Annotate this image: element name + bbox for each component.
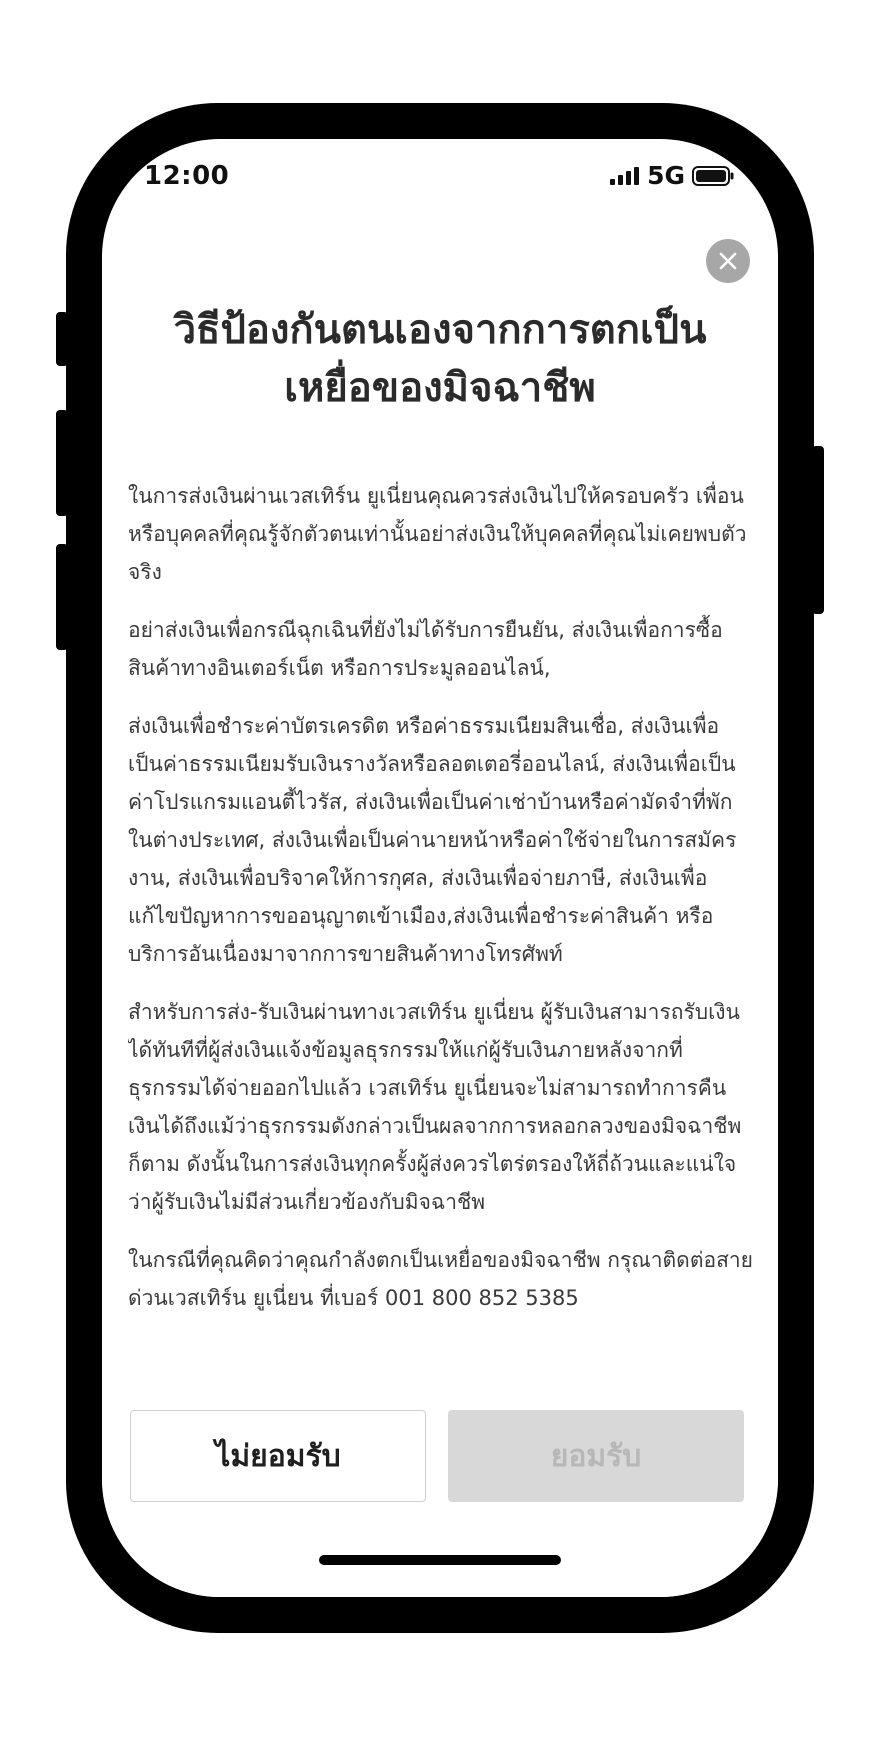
silent-switch xyxy=(56,312,68,366)
paragraph-hotline: ในกรณีที่คุณคิดว่าคุณกำลังตกเป็นเหยื่อของมิจฉาชีพ กรุณาติดต่อสายด่วนเวสเทิร์น ยูเนี่ยน ที่เบอร์ 001 800 852 5385 xyxy=(128,1248,753,1310)
dialog-title: วิธีป้องกันตนเองจากการตกเป็นเหยื่อของมิจฉาชีพ xyxy=(173,307,707,411)
paragraph-unverified-emergency: อย่าส่งเงินเพื่อกรณีฉุกเฉินที่ยังไม่ได้รับการยืนยัน, ส่งเงินเพื่อการซื้อสินค้าทางอินเตอร์เน็ต หรือการประมูลออนไลน์, xyxy=(128,618,723,680)
volume-down-button xyxy=(56,544,68,650)
status-icons xyxy=(610,163,734,189)
signal-icon xyxy=(610,167,640,185)
paragraph-no-refund: สำหรับการส่ง-รับเงินผ่านทางเวสเทิร์น ยูเนี่ยน ผู้รับเงินสามารถรับเงินได้ทันทีที่ผู้ส่งเงินแจ้งข้อมูลธุรกรรมให้แก่ผู้รับเงินภายหลังจากที่ธุรกรรมได้จ่ายออกไปแล้ว เวสเทิร์น ยูเนี่ยนจะไม่สามารถทำการคืนเงินได้ถึงแม้ว่าธุรกรรมดังกล่าวเป็นผลจากการหลอกลวงของมิจฉาชีพก็ตาม ดังนั้นในการส่งเงินทุกครั้งผู้ส่งควรไตร่ตรองให้ถี่ถ้วนและแน่ใจว่าผู้รับเงินไม่มีส่วนเกี่ยวข้องกับมิจฉาชีพ xyxy=(128,1000,742,1214)
battery-icon xyxy=(692,166,734,186)
scroll-fade xyxy=(102,1367,778,1415)
phone-screen xyxy=(102,139,778,1597)
close-button[interactable] xyxy=(706,239,750,283)
network-type: 5G xyxy=(647,161,685,190)
paragraph-fee-scams: ส่งเงินเพื่อชำระค่าบัตรเครดิต หรือค่าธรรมเนียมสินเชื่อ, ส่งเงินเพื่อเป็นค่าธรรมเนียมรับเงินรางวัลหรือลอตเตอรี่ออนไลน์, ส่งเงินเพื่อเป็นค่าโปรแกรมแอนตี้ไวรัส, ส่งเงินเพื่อเป็นค่าเช่าบ้านหรือค่ามัดจำที่พักในต่างประเทศ, ส่งเงินเพื่อเป็นค่านายหน้าหรือค่าใช้จ่ายในการสมัครงาน, ส่งเงินเพื่อบริจาคให้การกุศล, ส่งเงินเพื่อจ่ายภาษี, ส่งเงินเพื่อแก้ไขปัญหาการขออนุญาตเข้าเมือง,ส่งเงินเพื่อชำระค่าสินค้า หรือบริการอันเนื่องมาจากการขายสินค้าทางโทรศัพท์ xyxy=(128,714,737,966)
paragraph-send-to-known: ในการส่งเงินผ่านเวสเทิร์น ยูเนี่ยนคุณควรส่งเงินไปให้ครอบครัว เพื่อน หรือบุคคลที่คุณรู้จักตัวตนเท่านั้นอย่าส่งเงินให้บุคคลที่คุณไม่เคยพบตัวจริง xyxy=(128,484,747,584)
status-bar xyxy=(102,139,778,209)
accept-button[interactable]: ยอมรับ xyxy=(448,1410,744,1502)
status-time: 12:00 xyxy=(144,161,230,191)
volume-up-button xyxy=(56,410,68,516)
close-icon xyxy=(718,251,738,271)
decline-button[interactable]: ไม่ยอมรับ xyxy=(130,1410,426,1502)
power-button xyxy=(812,446,824,614)
home-indicator xyxy=(319,1555,561,1565)
